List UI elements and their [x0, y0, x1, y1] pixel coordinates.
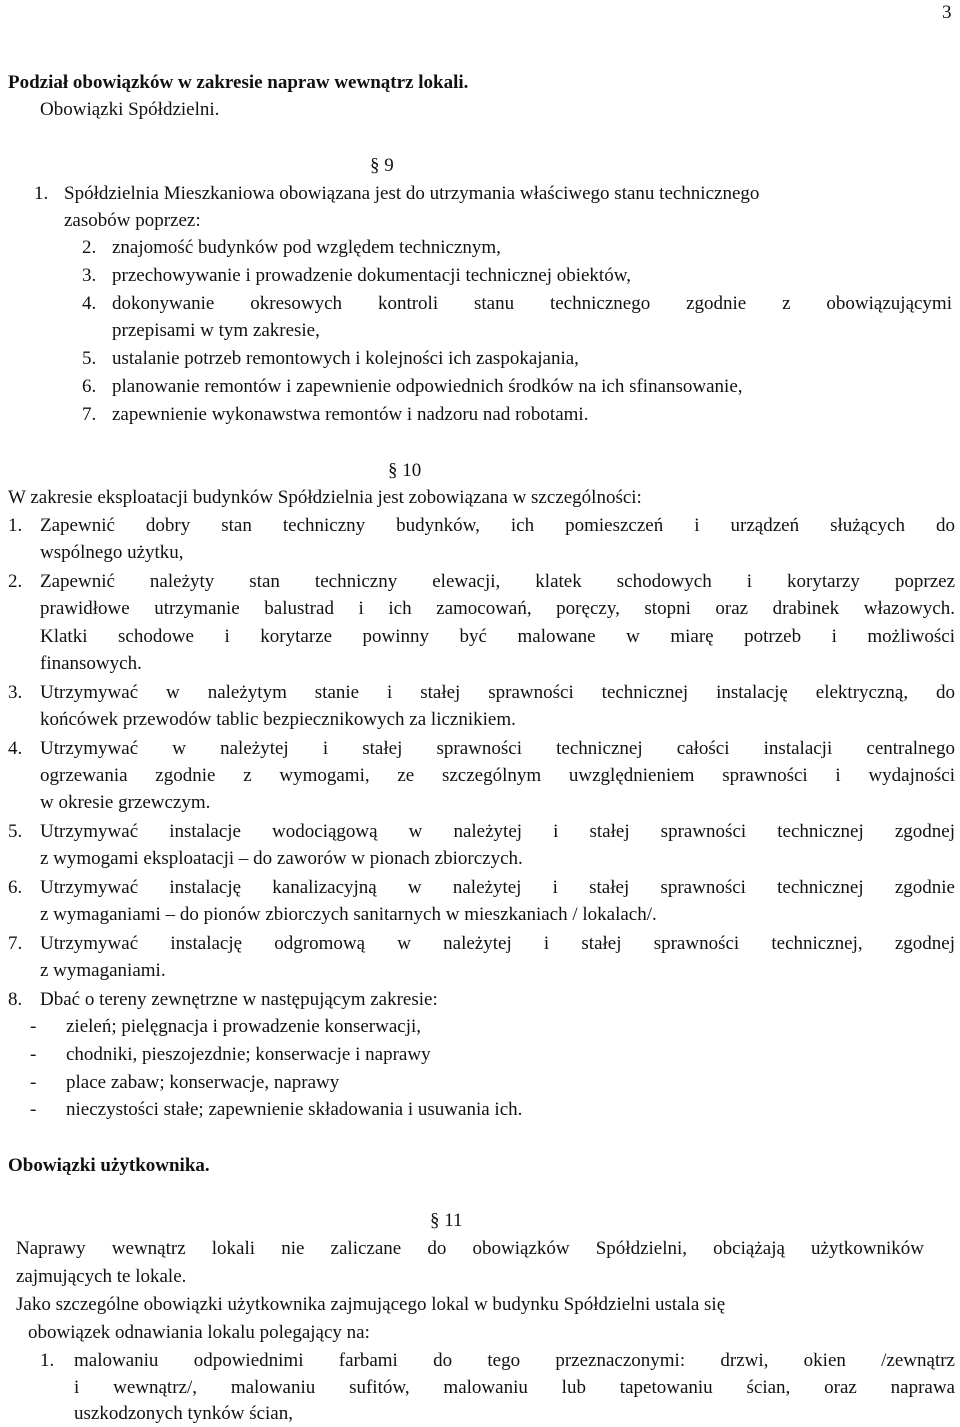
s10-item-text: Dbać o tereny zewnętrzne w następującym zakresie: — [40, 989, 438, 1010]
s11-para2-line1: Jako szczególne obowiązki użytkownika zajmującego lokal w budynku Spółdzielni ustala się — [16, 1294, 726, 1315]
s10-item-num: 5. — [8, 821, 23, 842]
s9-item-text: ustalanie potrzeb remontowych i kolejności ich zaspokajania, — [112, 348, 579, 369]
s9-item-text: dokonywanie okresowych kontroli stanu technicznego zgodnie z obowiązującymi — [112, 293, 952, 314]
s9-item-num: 6. — [82, 376, 97, 397]
section-9-intro-line1: Spółdzielnia Mieszkaniowa obowiązana jest do utrzymania właściwego stanu technicznego — [64, 183, 760, 204]
s9-item-text: zapewnienie wykonawstwa remontów i nadzoru nad robotami. — [112, 404, 589, 425]
s10-item-text: w okresie grzewczym. — [40, 792, 211, 813]
s10-item-text: finansowych. — [40, 653, 142, 674]
dash-item: place zabaw; konserwacje, naprawy — [66, 1072, 340, 1093]
s10-item-text: wspólnego użytku, — [40, 542, 184, 563]
dash-item: chodniki, pieszojezdnie; konserwacje i naprawy — [66, 1044, 431, 1065]
section-9-intro-num: 1. — [34, 183, 49, 204]
s10-item-num: 3. — [8, 682, 23, 703]
dash-item: nieczystości stałe; zapewnienie składowania i usuwania ich. — [66, 1099, 523, 1120]
s10-item-text: z wymogami eksploatacji – do zaworów w pionach zbiorczych. — [40, 848, 523, 869]
page-number: 3 — [942, 2, 952, 23]
s11-item-text: i wewnątrz/, malowaniu sufitów, malowaniu lub tapetowaniu ścian, oraz naprawa — [74, 1377, 955, 1398]
dash-bullet: - — [30, 1044, 37, 1065]
s10-item-text: Utrzymywać instalacje wodociągową w należytej i stałej sprawności technicznej zgodnej — [40, 821, 955, 842]
s9-item-text: przepisami w tym zakresie, — [112, 320, 320, 341]
s10-item-text: z wymaganiami – do pionów zbiorczych sanitarnych w mieszkaniach / lokalach/. — [40, 904, 657, 925]
section-11-sign: § 11 — [430, 1210, 463, 1231]
s11-para1-line1: Naprawy wewnątrz lokali nie zaliczane do obowiązków Spółdzielni, obciążają użytkowników — [16, 1238, 924, 1259]
s10-item-text: Utrzymywać w należytym stanie i stałej sprawności technicznej instalację elektryczną, do — [40, 682, 955, 703]
s10-item-text: prawidłowe utrzymanie balustrad i ich zamocowań, poręczy, stopni oraz drabinek włazowych. — [40, 598, 955, 619]
s10-item-text: Utrzymywać instalację odgromową w należytej i stałej sprawności technicznej, zgodnej — [40, 933, 955, 954]
s10-item-text: Klatki schodowe i korytarze powinny być malowane w miarę potrzeb i możliwości — [40, 626, 955, 647]
s11-item-text: malowaniu odpowiednimi farbami do tego przeznaczonymi: drzwi, okien /zewnątrz — [74, 1350, 955, 1371]
heading-user: Obowiązki użytkownika. — [8, 1155, 210, 1176]
s10-item-num: 8. — [8, 989, 23, 1010]
s11-para2-line2: obowiązek odnawiania lokalu polegający na: — [28, 1322, 370, 1343]
heading-sub: Obowiązki Spółdzielni. — [40, 99, 220, 120]
s10-item-num: 1. — [8, 515, 23, 536]
section-10-sign: § 10 — [388, 460, 422, 481]
s9-item-num: 5. — [82, 348, 97, 369]
dash-item: zieleń; pielęgnacja i prowadzenie konserwacji, — [66, 1016, 422, 1037]
s9-item-num: 4. — [82, 293, 97, 314]
dash-bullet: - — [30, 1016, 37, 1037]
s9-item-text: znajomość budynków pod względem technicznym, — [112, 237, 501, 258]
section-10-intro: W zakresie eksploatacji budynków Spółdzielnia jest zobowiązana w szczególności: — [8, 487, 642, 508]
dash-bullet: - — [30, 1099, 37, 1120]
s10-item-text: Zapewnić dobry stan techniczny budynków, ich pomieszczeń i urządzeń służących do — [40, 515, 955, 536]
s10-item-text: końcówek przewodów tablic bezpiecznikowych za licznikiem. — [40, 709, 516, 730]
s10-item-num: 6. — [8, 877, 23, 898]
section-9-intro-line2: zasobów poprzez: — [64, 210, 201, 231]
s9-item-num: 3. — [82, 265, 97, 286]
s10-item-text: ogrzewania zgodnie z wymogami, ze szczególnym uwzględnieniem sprawności i wydajności — [40, 765, 955, 786]
s10-item-num: 4. — [8, 738, 23, 759]
s10-item-text: z wymaganiami. — [40, 960, 166, 981]
s10-item-num: 7. — [8, 933, 23, 954]
s9-item-num: 2. — [82, 237, 97, 258]
section-9-sign: § 9 — [370, 155, 394, 176]
s9-item-text: planowanie remontów i zapewnienie odpowiednich środków na ich sfinansowanie, — [112, 376, 743, 397]
s10-item-text: Zapewnić należyty stan techniczny elewacji, klatek schodowych i korytarzy poprzez — [40, 571, 955, 592]
s10-item-text: Utrzymywać w należytej i stałej sprawności technicznej całości instalacji centralnego — [40, 738, 955, 759]
s10-item-text: Utrzymywać instalację kanalizacyjną w należytej i stałej sprawności technicznej zgodnie — [40, 877, 955, 898]
s10-item-num: 2. — [8, 571, 23, 592]
s11-item-num: 1. — [40, 1350, 55, 1371]
s9-item-text: przechowywanie i prowadzenie dokumentacji technicznej obiektów, — [112, 265, 631, 286]
s11-para1-line2: zajmujących te lokale. — [16, 1266, 187, 1287]
s9-item-num: 7. — [82, 404, 97, 425]
heading-main: Podział obowiązków w zakresie napraw wewnątrz lokali. — [8, 72, 469, 93]
s11-item-text: uszkodzonych tynków ścian, — [74, 1403, 293, 1424]
dash-bullet: - — [30, 1072, 37, 1093]
